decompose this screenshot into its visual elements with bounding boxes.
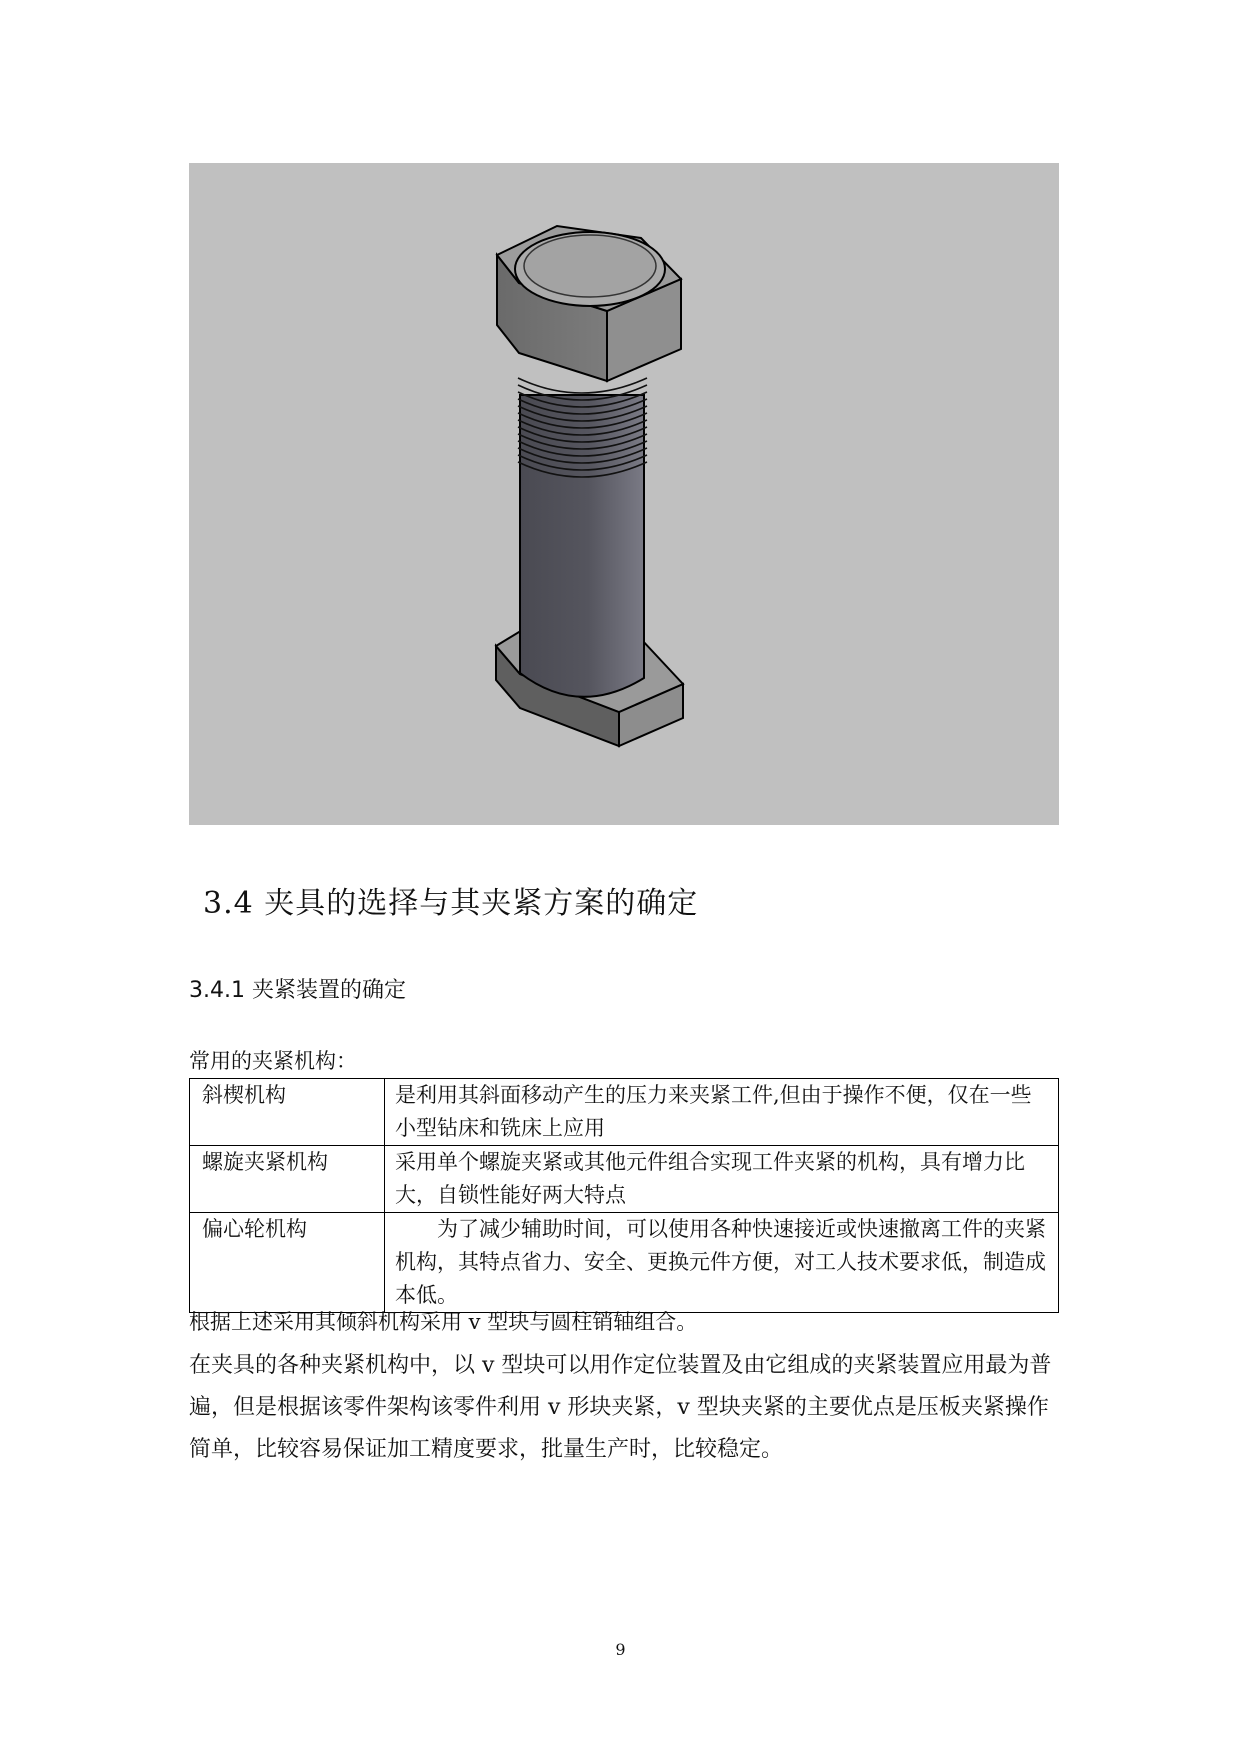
mechanism-name: 螺旋夹紧机构	[190, 1146, 385, 1213]
after-table-text: 根据上述采用其倾斜机构采用 v 型块与圆柱销轴组合。	[189, 1310, 698, 1334]
mechanism-name: 斜楔机构	[190, 1079, 385, 1146]
table-row	[190, 1146, 1059, 1213]
table-row	[190, 1079, 1059, 1146]
mechanism-desc: 是利用其斜面移动产生的压力来夹紧工件,但由于操作不便，仅在一些小型钻床和铣床上应用	[385, 1079, 1059, 1146]
body-paragraph: 在夹具的各种夹紧机构中，以 v 型块可以用作定位装置及由它组成的夹紧装置应用最为普遍，但是根据该零件架构该零件利用 v 形块夹紧，v 型块夹紧的主要优点是压板夹紧操作简单，比较容易保证加工精度要求，批量生产时，比较稳定。	[189, 1353, 1052, 1462]
bolt-figure	[189, 163, 1059, 825]
table-intro: 常用的夹紧机构：	[189, 1049, 357, 1073]
page-number: 9	[615, 1640, 626, 1659]
subsection-heading: 3.4.1 夹紧装置的确定	[189, 978, 406, 1003]
mechanism-table	[189, 1078, 1059, 1313]
mechanism-name: 偏心轮机构	[190, 1213, 385, 1313]
mechanism-desc: 采用单个螺旋夹紧或其他元件组合实现工件夹紧的机构，具有增力比大，自锁性能好两大特点	[385, 1146, 1059, 1213]
bolt-3d-icon	[189, 163, 1059, 825]
table-row	[190, 1213, 1059, 1313]
mechanism-desc: 为了减少辅助时间，可以使用各种快速接近或快速撤离工件的夹紧机构，其特点省力、安全、更换元件方便，对工人技术要求低，制造成本低。	[395, 1217, 1046, 1307]
section-heading: 3.4 夹具的选择与其夹紧方案的确定	[203, 886, 699, 921]
mechanism-desc-cell	[385, 1213, 1059, 1313]
